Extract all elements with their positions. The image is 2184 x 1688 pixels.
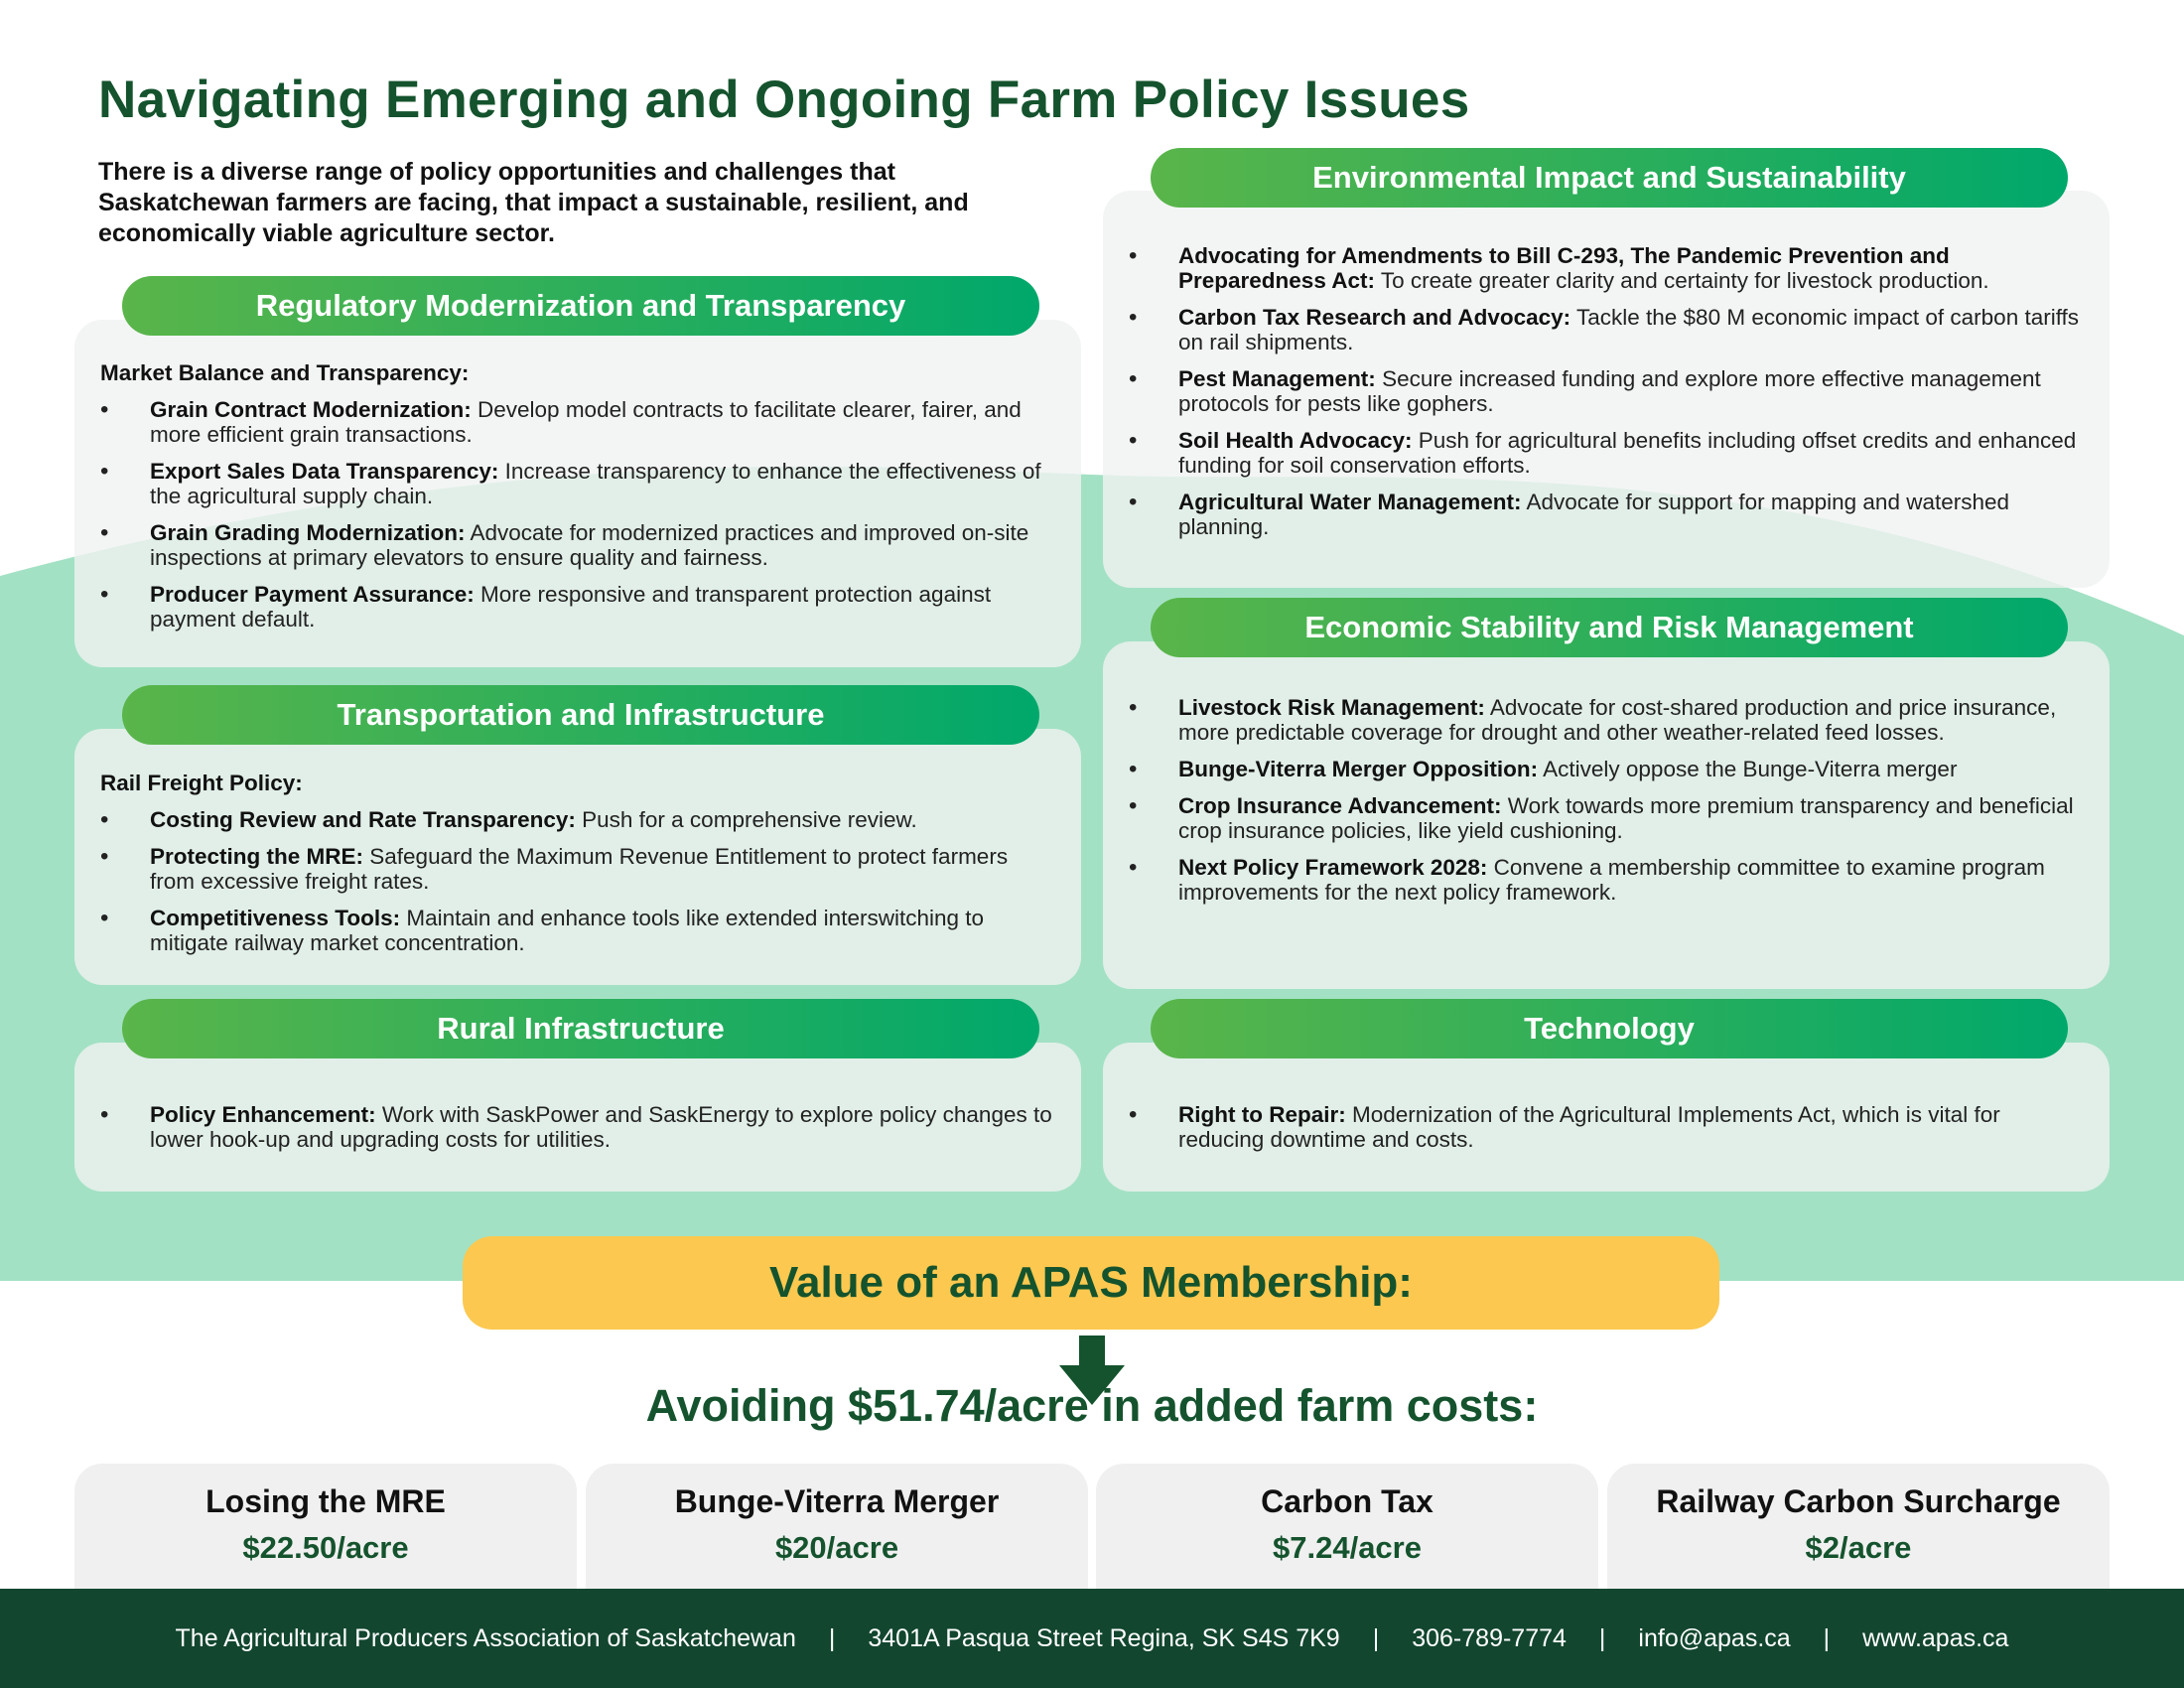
list-item-heading: Next Policy Framework 2028: <box>1178 855 1488 880</box>
list-item-text: Push for a comprehensive review. <box>575 807 917 832</box>
cost-card-merger <box>586 1464 1088 1589</box>
list-item-text: Advocate for support for mapping and watershed planning. <box>1178 490 2010 539</box>
list-item-heading: Protecting the MRE: <box>150 844 364 869</box>
list-item-text: Actively oppose the Bunge-Viterra merger <box>1538 757 1958 781</box>
list-item-heading: Costing Review and Rate Transparency: <box>150 807 576 832</box>
environmental-list <box>1129 243 2082 539</box>
cost-value: $20/acre <box>774 1530 899 1565</box>
footer-separator: | <box>1823 1623 1831 1652</box>
technology-section-title: Technology <box>1151 999 2068 1058</box>
environmental-section-title: Environmental Impact and Sustainability <box>1151 148 2068 208</box>
list-item <box>1129 243 2082 293</box>
list-item <box>100 906 1053 955</box>
list-item <box>1129 1102 2082 1152</box>
cost-card-railway-surcharge <box>1607 1464 2110 1589</box>
environmental-content <box>1129 243 2082 551</box>
list-item <box>1129 490 2082 539</box>
list-item-text: Maintain and enhance tools like extended interswitching to mitigate railway market concentration. <box>150 906 985 955</box>
list-item <box>100 397 1053 447</box>
list-item <box>1129 757 2082 781</box>
regulatory-content <box>100 360 1053 643</box>
footer-org: The Agricultural Producers Association of Saskatchewan <box>175 1623 796 1652</box>
intro-text: There is a diverse range of policy opportunities and challenges that Saskatchewan farmers are facing, that impact a sustainable, resilient, and economically viable agriculture sector. <box>98 158 969 247</box>
list-item-heading: Grain Grading Modernization: <box>150 520 466 545</box>
avoiding-costs-heading: Avoiding $51.74/acre in added farm costs: <box>645 1380 1539 1431</box>
list-item-text: To create greater clarity and certainty for livestock production. <box>1375 268 1989 293</box>
list-item <box>100 844 1053 894</box>
cost-label: Bunge-Viterra Merger <box>674 1483 1000 1519</box>
list-item <box>100 1102 1053 1152</box>
technology-list <box>1129 1102 2082 1152</box>
list-item-heading: Crop Insurance Advancement: <box>1178 793 1502 818</box>
rural-section-title: Rural Infrastructure <box>122 999 1039 1058</box>
footer-phone[interactable]: 306-789-7774 <box>1412 1623 1567 1652</box>
footer-separator: | <box>1372 1623 1380 1652</box>
footer-email-link[interactable]: info@apas.ca <box>1638 1623 1791 1652</box>
list-item-text: More responsive and transparent protection against payment default. <box>150 582 992 632</box>
list-item-text: Convene a membership committee to examine program improvements for the next policy framework. <box>1178 855 2045 905</box>
list-item <box>1129 305 2082 354</box>
list-item-text: Work towards more premium transparency and beneficial crop insurance policies, like yield cushioning. <box>1178 793 2074 843</box>
list-item-heading: Agricultural Water Management: <box>1178 490 1522 514</box>
cost-card-carbon-tax <box>1096 1464 1598 1589</box>
footer-separator: | <box>828 1623 836 1652</box>
rural-list <box>100 1102 1053 1152</box>
economic-section-title: Economic Stability and Risk Management <box>1151 598 2068 657</box>
list-item-text: Secure increased funding and explore more effective management protocols for pests like gophers. <box>1178 366 2041 416</box>
cost-value: $7.24/acre <box>1273 1530 1422 1565</box>
transportation-subhead: Rail Freight Policy: <box>100 771 303 795</box>
list-item-heading: Right to Repair: <box>1178 1102 1346 1127</box>
page-title: Navigating Emerging and Ongoing Farm Policy Issues <box>98 70 1470 129</box>
list-item-text: Work with SaskPower and SaskEnergy to explore policy changes to lower hook-up and upgrading costs for utilities. <box>150 1102 1052 1152</box>
cost-label: Railway Carbon Surcharge <box>1656 1483 2061 1519</box>
list-item <box>1129 793 2082 843</box>
transportation-content <box>100 771 1053 967</box>
regulatory-subhead: Market Balance and Transparency: <box>100 360 470 385</box>
cost-label: Losing the MRE <box>205 1483 446 1519</box>
list-item <box>100 582 1053 632</box>
list-item-heading: Soil Health Advocacy: <box>1178 428 1413 453</box>
list-item-heading: Export Sales Data Transparency: <box>150 459 499 484</box>
list-item-text: Safeguard the Maximum Revenue Entitlement to protect farmers from excessive freight rates. <box>150 844 1009 894</box>
list-item <box>1129 366 2082 416</box>
transportation-section-title: Transportation and Infrastructure <box>122 685 1039 745</box>
list-item-heading: Competitiveness Tools: <box>150 906 401 930</box>
economic-list <box>1129 695 2082 905</box>
footer-separator: | <box>1598 1623 1606 1652</box>
transportation-list <box>100 807 1053 955</box>
footer-address: 3401A Pasqua Street Regina, SK S4S 7K9 <box>868 1623 1340 1652</box>
list-item <box>100 807 1053 832</box>
cost-value: $22.50/acre <box>242 1530 409 1565</box>
economic-content <box>1129 695 2082 916</box>
membership-value-banner: Value of an APAS Membership: <box>463 1236 1719 1330</box>
footer <box>0 1589 2184 1688</box>
regulatory-section-title: Regulatory Modernization and Transparency <box>122 276 1039 336</box>
list-item <box>100 459 1053 508</box>
list-item <box>100 520 1053 570</box>
rural-content <box>100 1102 1053 1164</box>
list-item-text: Advocate for modernized practices and improved on-site inspections at primary elevators to ensure quality and fairness. <box>150 520 1029 570</box>
list-item-heading: Advocating for Amendments to Bill C-293, The Pandemic Prevention and Preparedness Act: <box>1178 243 1950 293</box>
cost-value: $2/acre <box>1805 1530 1912 1565</box>
cost-card-mre <box>74 1464 577 1589</box>
regulatory-list <box>100 397 1053 632</box>
list-item-text: Increase transparency to enhance the effectiveness of the agricultural supply chain. <box>150 459 1041 508</box>
list-item-heading: Livestock Risk Management: <box>1178 695 1485 720</box>
list-item-heading: Bunge-Viterra Merger Opposition: <box>1178 757 1539 781</box>
list-item <box>1129 695 2082 745</box>
list-item <box>1129 855 2082 905</box>
list-item <box>1129 428 2082 478</box>
list-item-heading: Policy Enhancement: <box>150 1102 376 1127</box>
technology-content <box>1129 1102 2082 1164</box>
list-item-text: Advocate for cost-shared production and price insurance, more predictable coverage for drought and other weather-related feed losses. <box>1178 695 2057 745</box>
list-item-heading: Producer Payment Assurance: <box>150 582 475 607</box>
footer-website-link[interactable]: www.apas.ca <box>1862 1623 2009 1652</box>
list-item-heading: Grain Contract Modernization: <box>150 397 472 422</box>
list-item-text: Push for agricultural benefits including offset credits and enhanced funding for soil conservation efforts. <box>1178 428 2077 478</box>
list-item-text: Develop model contracts to facilitate clearer, fairer, and more efficient grain transactions. <box>150 397 1022 447</box>
list-item-text: Modernization of the Agricultural Implements Act, which is vital for reducing downtime and costs. <box>1178 1102 2000 1152</box>
cost-label: Carbon Tax <box>1261 1483 1433 1519</box>
list-item-heading: Carbon Tax Research and Advocacy: <box>1178 305 1571 330</box>
list-item-text: Tackle the $80 M economic impact of carbon tariffs on rail shipments. <box>1178 305 2080 354</box>
list-item-heading: Pest Management: <box>1178 366 1376 391</box>
